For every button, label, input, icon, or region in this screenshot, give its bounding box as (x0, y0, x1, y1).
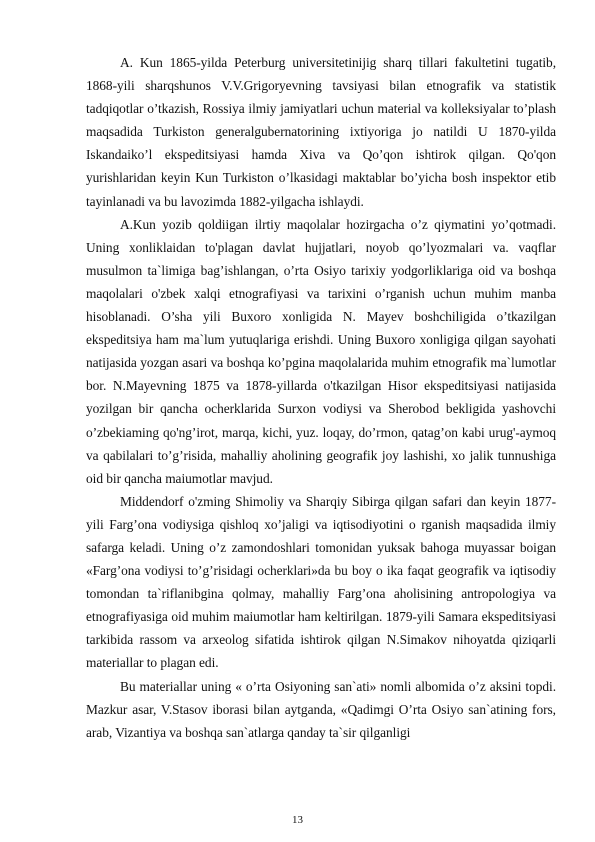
paragraph-kun-biography: A. Kun 1865-yilda Peterburg universitetinijig sharq tillari fakultetini tugatib, 1868-yili sharqshunos V.V.Grigoryevning tavsiyasi bilan etnografik va statistik tadqiqotlar o’tkazish, Rossiya ilmiy jamiyatlari uchun material va kolleksiyalar to’plash maqsadida Turkiston generalgubernatorining ixtiyoriga jo natildi U 1870-yilda Iskandaiko’l ekspeditsiyasi hamda Xiva va Qo’qon ishtirok qilgan. Qo'qon yurishlaridan keyin Kun Turkiston o’lkasidagi maktablar bo’yicha bosh inspektor etib tayinlanadi va bu lavozimda 1882-yilgacha ishlaydi. (86, 55, 556, 209)
document-body (86, 51, 556, 744)
paragraph-middendorf: Middendorf o'zming Shimoliy va Sharqiy Sibirga qilgan safari dan keyin 1877-yili Farg’ona vodiysiga qishloq xo’jaligi va iqtisodiyotini o rganish maqsadida ilmiy safarga keladi. Uning o’z zamondoshlari tomonidan yuksak bahoga muyassar boigan «Farg’ona vodiysi to’g’risidagi ocherklari»da bu boy o ika faqat geografik va iqtisodiy tomondan ta`riflanibgina qolmay, mahalliy Farg’ona aholisining antropologiya va etnografiyasiga oid muhim maiumotlar ham keltirilgan. 1879-yili Samara ekspeditsiyasi tarkibida rassom va arxeolog sifatida ishtirok qilgan N.Simakov nihoyatda qiziqarli materiallar to plagan edi. (86, 493, 556, 671)
page-number: 13 (292, 814, 303, 826)
paragraph-kun-works: A.Kun yozib qoldiigan ilrtiy maqolalar hozirgacha o’z qiymatini yo’qotmadi. Uning xonliklaidan to'plagan davlat hujjatlari, noyob qo’lyozmalari va. vaqflar musulmon ta`limiga bag’ishlangan, o’rta Osiyo tarixiy yodgorliklariga oid va boshqa maqolalari o'zbek xalqi etnografiyasi va tarixini o’rganish uchun muhim manba hisoblanadi. O’sha yili Buxoro xonligida N. Mayev boshchiligida o’tkazilgan ekspeditsiya ham ma`lum yutuqlariga erishdi. Uning Buxoro xonligiga qilgan sayohati natijasida yozgan asari va boshqa ko’pgina maqolalarida muhim etnografik ma`lumotlar bor. N.Mayevning 1875 va 1878-yillarda o'tkazilgan Hisor ekspeditsiyasi natijasida yozilgan bir qancha ocherklarida Surxon vodiysi va Sherobod bekligida yashovchi o’zbekiaming qo'ng’irot, marqa, kichi, yuz. loqay, do’rmon, qatag’on kabi urug'-aymoq va qabilalari to’g’risida, mahalliy aholining geografik joy lashishi, xo jalik tunnushiga oid bir qancha maiumotlar mavjud. (86, 216, 556, 486)
paragraph-simakov-album: Bu materiallar uning « o’rta Osiyoning san`ati» nomli albomida o’z aksini topdi. Mazkur asar, V.Stasov iborasi bilan aytganda, «Qadimgi O’rta Osiyo san`atining fors, arab, Vizantiya va boshqa san`atlarga qanday ta`sir qilganligi (86, 678, 556, 740)
